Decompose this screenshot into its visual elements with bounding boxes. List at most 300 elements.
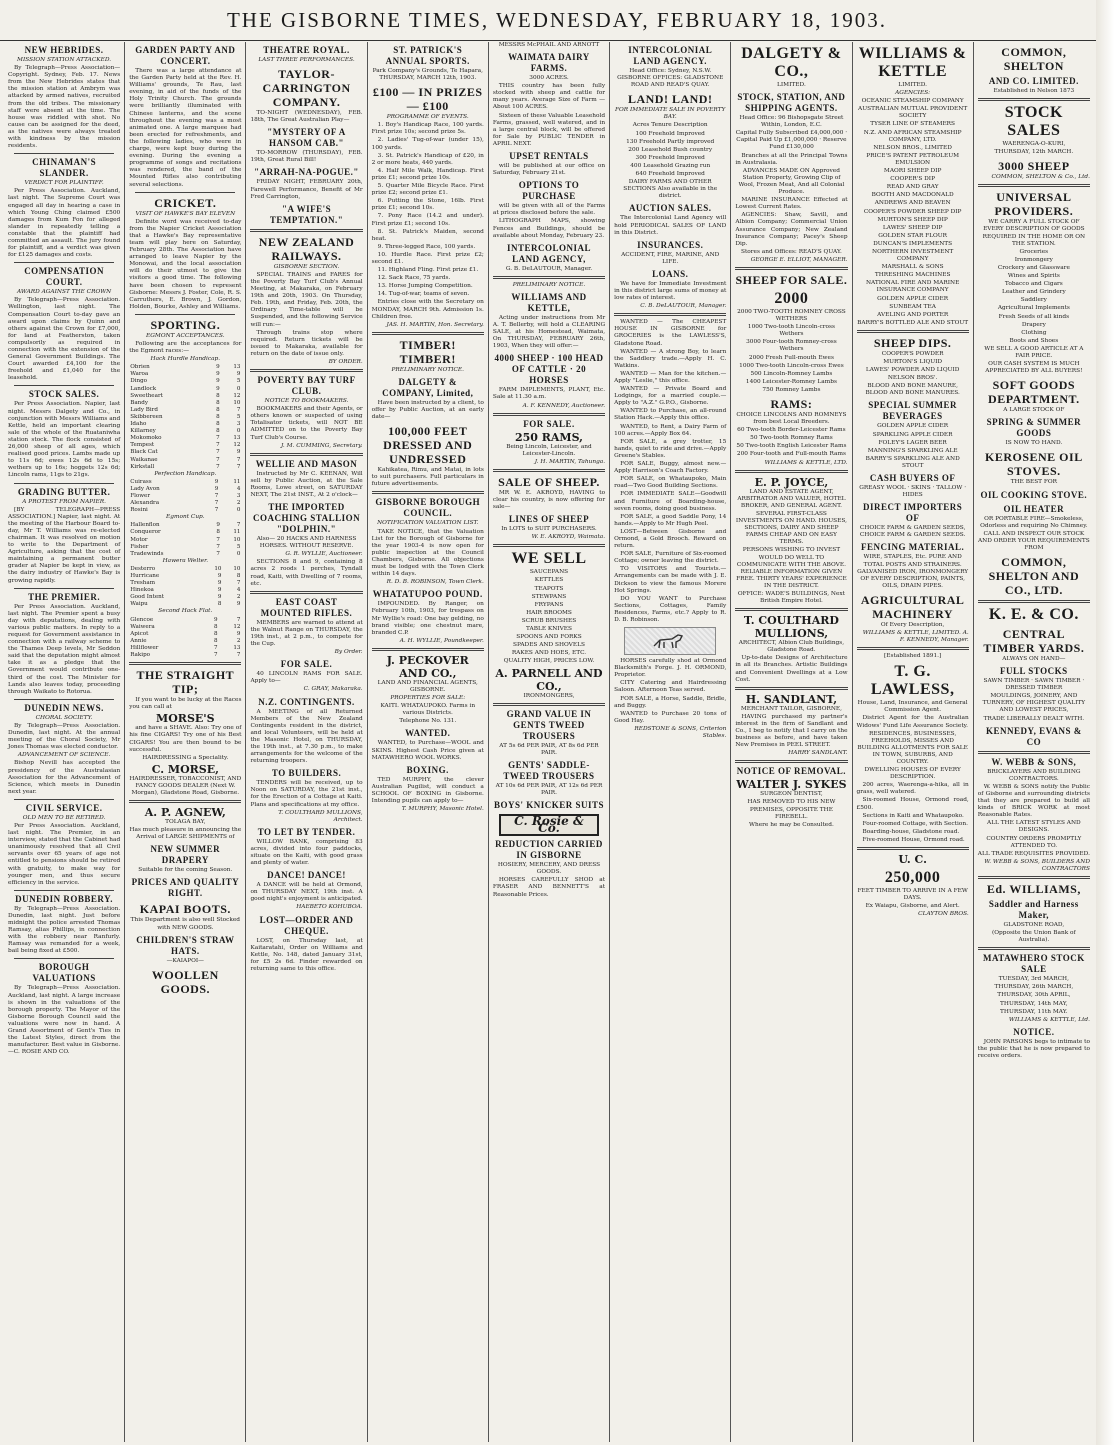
subhead-civil: OLD MEN TO BE RETIRED.: [22, 814, 106, 821]
we-sell-item: HAIR BROOMS: [526, 609, 572, 616]
we-sell-item: SAUCEPANS: [529, 569, 569, 576]
sports-text: Park Company's Grounds, Te Hapara, THURSDAY, MARCH 12th, 1903.: [372, 68, 483, 82]
headline-fencing: FENCING MATERIAL.: [860, 542, 965, 553]
divider: [135, 314, 235, 315]
webb-sign: W. WEBB & SONS, BUILDERS AND CONTRACTORS: [984, 858, 1090, 872]
divider: [250, 453, 362, 456]
soft-text: A LARGE STOCK OF: [1003, 407, 1065, 414]
sale-date: TUESDAY, 3rd MARCH,: [998, 976, 1069, 983]
headline-robbery: DUNEDIN ROBBERY.: [15, 893, 114, 904]
weight: 7: [214, 652, 218, 659]
weight: 4: [236, 485, 241, 492]
dalgety-text-2: MARINE INSURANCE Effected at Lowest Current Rates.: [735, 197, 848, 211]
agency-item: Acres Tenure Description: [632, 122, 708, 129]
beverage-item: BARRY'S SPARKLING ALE AND STOUT: [865, 455, 960, 469]
boxing-sign: T. MURPHY, Masonic Hotel.: [401, 806, 484, 813]
intercolonial-name: G. B. DeLAUTOUR, Manager.: [505, 265, 593, 272]
classified-notice: FOR SALE, Buggy, almost new.—Apply Harrison's Coach Factory.: [614, 461, 727, 475]
we-sell-list: [493, 569, 605, 657]
turf-text: BOOKMAKERS and their Agents, or others known or suspected of using Totalisator tickets, will NOT BE ADMITTED on to the Poverty Bay Turf Club's Course.: [250, 406, 363, 441]
weight: 9: [217, 587, 222, 594]
theatre-text-2: TO-MORROW (THURSDAY), FEB. 19th, Great Rural Bill!: [250, 150, 363, 164]
mcphail: MESSRS McPHAIL AND ARNOTT: [498, 42, 600, 48]
headline-rams: RAMS:: [770, 397, 813, 411]
weight: 8: [217, 601, 222, 608]
race-row: [129, 400, 241, 407]
agency-name: NATIONAL FIRE AND MARINE INSURANCE COMPANY: [865, 280, 960, 294]
williams-road: GLADSTONE ROAD,: [1003, 921, 1065, 928]
horse-name: Good Intent: [130, 594, 165, 601]
divider: [735, 760, 847, 763]
horse-name: Fisher: [130, 543, 149, 550]
weight: 9: [236, 630, 241, 637]
race-row: [129, 435, 241, 442]
hay-text: WANTED to Purchase 20 tons of Good Hay.: [614, 710, 727, 724]
headline-notice: NOTICE.: [1013, 1026, 1055, 1037]
weight: 8: [216, 529, 220, 536]
weight: 13: [233, 364, 241, 371]
rams-list: [735, 427, 847, 458]
purchase-text: DO YOU WANT to Purchase Sections, Cottages, Family Residences, Farms, etc.? Apply to R. D. B. Robinson.: [614, 595, 727, 623]
divider: [978, 947, 1090, 950]
waimata-options: OPTIONS TO PURCHASE: [518, 180, 580, 202]
weight: 12: [233, 623, 241, 630]
column-6: [610, 42, 731, 1442]
peckover-desc: LAND AND FINANCIAL AGENTS, GISBORNE.: [377, 679, 478, 693]
coulthard-desc: ARCHITECT, Albion Club Buildings, Gladstone Road.: [738, 640, 845, 654]
weight: 10: [214, 565, 222, 572]
sheep-text: MR W. E. AKROYD, HAVING to clear his country, is now offering for sale—: [492, 489, 606, 511]
auction-text: The Intercolonial Land Agency will hold PERIODICAL SALES OF LAND in this District.: [614, 215, 727, 236]
webb-country: COUNTRY ORDERS PROMPTLY ATTENDED TO.: [986, 835, 1082, 849]
parnell-name: A. PARNELL AND CO.,: [495, 666, 603, 693]
dalgety-title: DALGETY & CO.,: [741, 45, 842, 80]
weight: 13: [233, 644, 241, 651]
agnew-name: A. P. AGNEW,: [144, 806, 226, 820]
race-table-4: [129, 566, 241, 609]
divider: [493, 276, 605, 279]
dance-sign: HAEBETO KOHUBOA.: [296, 904, 363, 911]
headline-whatatu: WHATATUPOO POUND.: [372, 589, 483, 600]
event-item: 13. Horse Jumping Competition.: [377, 283, 473, 290]
weight: 13: [233, 435, 241, 442]
tip-text-2: and have a SHAVE. Also: Try one of his fine CIGARS! Try one of his Best CIGARS! You are then bound to be successful.: [129, 725, 242, 753]
hosiery-text: HOSIERY, MERCERY, AND DRESS GOODS.: [497, 862, 601, 876]
divider: [735, 608, 847, 611]
weight: 8: [236, 573, 241, 579]
waimata-text-4: will be given with all of the Farms at prices disclosed before the sale.: [492, 203, 606, 217]
divider: [14, 799, 114, 800]
event-item: 9. Three-legged Race, 100 yards.: [377, 243, 476, 250]
rosie-logo: C. Rosie & Co.: [499, 814, 599, 836]
horse-name: Alexandra: [130, 500, 160, 507]
race-row: [129, 522, 241, 529]
lost-text: LOST, on Thursday last, at Kaitaratahi, Order on Williams and Kettle, No. 148, dated January 31st, for £5 2s 6d. Finder rewarded on returning same to this office.: [250, 937, 363, 972]
headline-sports: ST. PATRICK'S ANNUAL SPORTS.: [385, 45, 470, 66]
dalgety-name: DALGETY & COMPANY, Limited,: [382, 376, 474, 398]
sale-date: THURSDAY, 30th APRIL,: [997, 992, 1071, 999]
we-sell-item: RAKES AND HOES, ETC.: [511, 650, 587, 657]
classified-notice: TO VISITORS and Tourists.—Arrangements can be made with J. E. Dickson to view the famous Morere Hot Springs.: [614, 566, 727, 594]
divider: [135, 192, 235, 193]
for-sale-text: 40 LINCOLN RAMS FOR SALE. Apply to—: [250, 671, 363, 685]
headline-wellie: WELLIE AND MASON: [255, 458, 358, 469]
webb-desc: BRICKLAYERS AND BUILDING CONTRACTORS.: [987, 768, 1081, 782]
rams-desc: CHOICE LINCOLNS AND ROMNEYS from best Local Breeders.: [736, 412, 847, 426]
tender-text: WILLOW BANK, comprising 83 acres, divided into four paddocks, situate on the Kaiti, with good grass and plenty of water.: [250, 838, 363, 867]
weight: 8: [216, 428, 220, 435]
kero-cooking: OIL COOKING STOVE.: [980, 489, 1088, 500]
weight: 9: [216, 371, 220, 378]
morse-desc: HAIRDRESSER, TOBACCONIST, AND FANCY GOODS DEALER (Next W. Morgan), Gladstone Road, Gisborne.: [129, 775, 242, 796]
article-butter: [BY TELEGRAPH—PRESS ASSOCIATION.] Napier, last night. At the meeting of the Harbour Board to-day, Mr T. Williams was re-elected chairman. It was resolved on motion to write to the Department of Agriculture, asking that the cost of maintaining a permanent butter grader at Napier be kept in view, as the dairy industry of Hawke's Bay is growing rapidly.: [8, 506, 121, 584]
race-row: [129, 507, 241, 514]
weight: 8: [214, 630, 218, 637]
agency-name: SUNBEAM TEA: [889, 303, 936, 310]
horse-name: Hallenflon: [130, 522, 160, 529]
divider: [735, 470, 847, 473]
sykes-desc: SURGEON DENTIST,: [760, 791, 823, 798]
race-row: [129, 479, 241, 486]
divider: [14, 699, 114, 700]
agency-name: MAORI SHEEP DIP: [883, 168, 942, 175]
weight: 9: [236, 371, 241, 378]
weight: 9: [217, 573, 222, 579]
agencies-list: [857, 98, 969, 327]
headline-cash-buyers: CASH BUYERS OF: [869, 473, 956, 484]
event-item: 7. Pony Race (14.2 and under). First prize £1; second 10s.: [371, 213, 484, 227]
subhead-theatre: LAST THREE PERFORMANCES.: [258, 57, 355, 63]
subhead-prelim: PRELIMINARY NOTICE.: [512, 281, 586, 288]
agency-item: 100 Freehold Improved: [635, 130, 705, 137]
lawless-est: [Established 1891.]: [884, 653, 942, 660]
race-row: [129, 631, 241, 638]
headline-tip: THE STRAIGHT TIP;: [136, 668, 235, 697]
sheep-item: 1000 Two-tooth Lincoln-cross Ewes: [739, 362, 844, 369]
sheep-lines: LINES OF SHEEP: [508, 514, 590, 525]
agency-list: [614, 122, 726, 178]
contingents-text: A MEETING of all Returned Members of the New Zealand Contingents resident in the district, and local Volunteers, will be held at the Masonic Hotel, on THURSDAY, the 19th inst., at 7.30 p.m., to make arrangements for the welcome of the returning troopers.: [250, 708, 363, 765]
headline-builders: TO BUILDERS.: [271, 768, 342, 779]
agnew-store: —KAIAPOI—: [166, 957, 204, 964]
rams-count: 2000: [774, 289, 809, 307]
horse-name: Killarney: [130, 428, 156, 435]
dalgety-manager: GEORGE E. ELLIOT, MANAGER.: [750, 256, 848, 263]
ram-item: 50 Two-tooth English Leicester Rams: [736, 443, 847, 450]
headline-sporting: SPORTING.: [150, 317, 221, 332]
goods-item: Ironmongery: [1014, 256, 1053, 263]
uc-figure: 250,000: [884, 869, 941, 887]
race-table-1: [129, 364, 241, 470]
oil-text-2: CALL AND INSPECT OUR STOCK AND ORDER YOUR REQUIREMENTS FROM: [977, 530, 1090, 551]
agency-name: MURTON'S SHEEP DIP: [877, 216, 948, 223]
ke-name: K. E. & CO.: [988, 606, 1079, 623]
column-3: [246, 42, 367, 1442]
soft-spring: SPRING & SUMMER GOODS: [986, 417, 1082, 439]
race-row: [129, 414, 241, 421]
ke-sign: KENNEDY, EVANS & CO: [985, 725, 1082, 747]
headline-borough: BOROUGH VALUATIONS: [32, 962, 96, 984]
weight: 7: [236, 463, 241, 470]
agnew-desc: Has much pleasure in announcing the Arrival of LARGE SHIPMENTS of: [129, 827, 242, 841]
weight: 7: [216, 536, 220, 543]
peckover-sub: PROPERTIES FOR SALE:: [390, 695, 466, 702]
classified-notice: FOR IMMEDIATE SALE—Goodwill and Furniture of Boarding-house, seven rooms, doing good business.: [614, 491, 727, 512]
subhead-railways: GISBORNE SECTION.: [273, 263, 340, 270]
agency-name: N.Z. AND AFRICAN STEAMSHIP COMPANY, LTD.: [863, 129, 962, 143]
goods-item: Crockery and Glassware: [997, 264, 1070, 271]
headline-lost: LOST—ORDER AND CHEQUE.: [259, 914, 354, 936]
ram-item: 60 Two-tooth Border-Leicester Rams: [737, 427, 846, 434]
williams-name: Ed. WILLIAMS,: [986, 881, 1081, 896]
joyce-text-2: PERSONS WISHING TO INVEST WOULD DO WELL TO COMMUNICATE WITH THE ABOVE. RELIABLE INFORMATION GIVEN FREE. THIRTY YEARS' EXPERIENCE IN THE DISTRICT.: [736, 547, 847, 589]
wk-sign: A. F. KENNEDY, Auctioneer.: [522, 402, 606, 409]
notices-list: [614, 349, 726, 595]
event-item: 14. Tug-of-war, teams of seven.: [377, 291, 470, 298]
weight: 2: [236, 594, 241, 601]
sheep-item: 3000 Four-tooth Romney-cross Wethers: [746, 339, 837, 353]
cs-estab: Established in Nelson 1873: [993, 88, 1075, 94]
tip-hair: HAIRDRESSING a Speciality.: [142, 754, 229, 761]
headline-sale: FOR SALE.: [523, 418, 575, 429]
classified-notice: FOR SALE, a grey trotter, 15 hands, quiet to ride and drive.—Apply Greene's Stables.: [614, 438, 727, 459]
agency-item: 200 Leasehold Bush country: [628, 146, 713, 153]
sheep-item: 1000 Two-tooth Lincoln-cross Wethers: [747, 324, 835, 338]
horse-name: Tradewinds: [130, 550, 164, 557]
dalgety-text: Branches at all the Principal Towns in Australasia.: [735, 152, 848, 166]
headline-reduction: REDUCTION CARRIED IN GISBORNE: [495, 839, 603, 861]
classified-notice: FOR SALE, Furniture of Six-roomed Cottage; owner leaving the district.: [614, 551, 727, 565]
headline-gisborne: GISBORNE BOROUGH COUNCIL.: [375, 497, 481, 519]
weight: 11: [233, 478, 241, 485]
cs-name: COMMON, SHELTON AND CO., LTD.: [988, 555, 1080, 597]
redstone-sign: REDSTONE & SONS, Criterion Stables.: [634, 725, 727, 740]
cash-text: OUR CASH SYSTEM IS MUCH APPRECIATED BY ALL BUYERS!: [985, 361, 1083, 375]
dance-text: A DANCE will be held at Ormond, on THURSDAY NEXT, 19th inst. A good night's enjoyment is anticipated.: [250, 882, 363, 903]
horse-name: Waikanae: [130, 456, 158, 463]
ram-item: 50 Two-tooth Romney Rams: [750, 435, 833, 442]
sale-sign: J. H. MARTIN, Tahunga.: [534, 458, 606, 465]
subhead-dunedin: CHORAL SOCIETY.: [35, 714, 93, 721]
headline-dunedin: DUNEDIN NEWS.: [24, 702, 104, 713]
page-edge: [1096, 0, 1114, 1445]
we-sell-item: SCRUB BRUSHES: [521, 617, 577, 624]
matawhero-sign: WILLIAMS & KETTLE, Ltd.: [1008, 1016, 1090, 1023]
sale-text: Being Lincoln, Leicester, and Leicester-Lincoln.: [506, 443, 592, 457]
agnew-straw: CHILDREN'S STRAW HATS.: [136, 934, 235, 956]
race-row: [129, 421, 241, 428]
goods-item: Agricultural Implements: [997, 305, 1070, 312]
divider: [14, 958, 114, 959]
entries-text: Entries close with the Secretary on MONDAY, MARCH 9th. Admission 1s. Children free.: [371, 299, 484, 320]
litho-text: LITHOGRAPH MAPS, showing Fences and Buildings, should be available about Monday, February 23.: [492, 218, 606, 239]
horse-name: Tresham: [130, 580, 156, 587]
subhead-agency: FOR IMMEDIATE SALE IN POVERTY BAY.: [615, 107, 726, 121]
horse-name: Apicot: [130, 630, 149, 637]
we-sell-quality: QUALITY HIGH, PRICES LOW.: [503, 658, 595, 665]
event-item: 5. Quarter Mile Bicycle Race. First prize £2; second prize £1.: [371, 183, 484, 197]
event-item: 12. Sack Race, 75 yards.: [377, 275, 451, 282]
headline-waimata: WAIMATA DAIRY FARMS.: [508, 52, 590, 74]
wellie-text: Instructed by Mr C. KEENAN, Will sell by Public Auction, at the Sale Rooms, Lowe street, on SATURDAY NEXT, The 21st INST., At 2 o'clock—: [250, 470, 363, 498]
divider: [857, 847, 969, 850]
agency-text: Head Office: Sydney, N.S.W. GISBORNE OFFICES: GLADSTONE ROAD AND READ'S QUAY.: [617, 68, 724, 89]
classified-notice: FOR SALE, a good Saddle Pony, 14 hands.—Apply to Mr Hugh Peel.: [614, 513, 727, 527]
we-sell-item: SPADES AND SHOVELS: [513, 642, 585, 649]
lawless-text-3: DWELLING HOUSES OF EVERY DESCRIPTION.: [864, 767, 961, 781]
headline-agri: AGRICULTURAL MACHINERY: [860, 592, 965, 621]
race-table-5: [129, 617, 241, 660]
whatatu-text: IMPOUNDED. By Ranger, on February 10th, 1903, for trespass on Mr Wyllie's road: One bay gelding, no brand visible; one chestnut mare, branded C.P.: [371, 601, 484, 636]
race-title: Perfection Handicap.: [154, 470, 217, 477]
headline-hebrides: NEW HEBRIDES.: [24, 45, 104, 55]
sports-prize: £100 — IN PRIZES — £100: [372, 85, 483, 114]
divider: [857, 330, 969, 333]
headline-auction: AUCTION SALES.: [628, 203, 712, 214]
dip-item: MURTON'S LIQUID: [883, 359, 943, 365]
play-1: "MYSTERY OF A HANSOM CAB.": [267, 127, 346, 149]
timber-amount: 100,000 FEET DRESSED AND UNDRESSED: [383, 424, 473, 467]
agency-name: COOPER'S POWDER SHEEP DIP: [863, 208, 962, 215]
tip-name: MORSE'S: [156, 712, 215, 726]
classified-notice: WANTED — A strong Boy, to learn the Saddlery trade.—Apply H. C. Watkins.: [614, 348, 727, 369]
goods-item: Boots and Shoes: [1009, 337, 1059, 344]
goods-item: Clothing: [1021, 329, 1047, 336]
ormond-text: HORSES carefully shod at Ormond Blacksmith's Forge. J. H. ORMOND, Proprietor.: [614, 658, 727, 679]
goods-item: Groceries: [1019, 248, 1049, 255]
horse-name: Flower: [130, 492, 151, 499]
article-garden: There was a large attendance at the Garden Party held at the Rev. H. Williams' grounds, Te Rau, last evening, in aid of the funds of the Holy Trinity Church. The grounds were brilliantly illuminated with Chinese lanterns, and the scene throughout the evening was a most animated one. A large marquee had been erected for refreshments, and the following ladies, who were in charge, were kept busy during the evening. During the evening a programme of songs and recitations was rendered, the band of the Mounted Rifles also contributing several selections.: [129, 68, 242, 188]
joyce-office: OFFICE: WADE'S BUILDINGS, Next British Empire Hotel.: [737, 590, 845, 605]
divider: [493, 544, 605, 547]
beverages-list: [857, 423, 969, 470]
headline-soft: SOFT GOODS DEPARTMENT.: [988, 378, 1080, 407]
divider: [14, 588, 114, 589]
race-table-3: [129, 522, 241, 557]
subhead-program: PROGRAMME OF EVENTS.: [386, 114, 469, 121]
weight: 8: [216, 392, 220, 399]
agency-name: ANDREWS AND BEAVEN: [874, 200, 951, 207]
divider: [857, 647, 969, 650]
subhead-advance: ADVANCEMENT OF SCIENCE.: [17, 752, 111, 759]
beverage-item: FOLEY'S LAGER BEER: [878, 439, 947, 446]
horse-name: Conqueror: [130, 529, 161, 536]
agency-name: BARRY'S BOTTLED ALE AND STOUT: [857, 319, 969, 326]
ke-always: ALWAYS ON HAND—: [1002, 656, 1066, 662]
cash-buyers-list: GREASY WOOL · SKINS · TALLOW · HIDES: [859, 485, 967, 499]
weight: 2: [236, 637, 241, 644]
weight: 7: [216, 463, 220, 470]
insurances-text: ACCIDENT, FIRE, MARINE, AND LIFE.: [621, 251, 720, 265]
headline-dips: SHEEP DIPS.: [873, 335, 952, 350]
coulthard-text: Up-to-date Designs of Architecture in all its Branches. Artistic Buildings and Convenient Dwellings at a Low Cost.: [735, 655, 848, 683]
agency-name: MARSHALL & SONS: [881, 264, 944, 271]
waimata-text: THIS country has been fully stocked with sheep and cattle for many years. Average Size of Farm — About 100 ACRES.: [492, 83, 606, 111]
headline-agency: INTERCOLONIAL LAND AGENCY.: [628, 45, 713, 66]
race-row: [129, 617, 241, 624]
sandlant-text: HAVING purchased my partner's interest in the firm of Sandlant and Co., I beg to notify that I carry on the business as before, and have taken New Premises in PEEL STREET.: [735, 713, 848, 749]
divider: [14, 890, 114, 891]
play-2: "ARRAH-NA-POGUE.": [254, 167, 359, 178]
weight: 7: [236, 456, 241, 463]
article-hebrides: By Telegraph—Press Association—Copyright. Sydney, Feb. 17. News from the New Hebrides states that the mission station at Ambrym was attacked by armed natives, recruited from the old tribes. The missionary staff were absent at the time. The house was riddled with shot. No cause can be assigned for the deed, as the natives were always treated with kindness by the mission residents.: [8, 65, 121, 150]
universal-text: WE CARRY A FULL STOCK OF EVERY DESCRIPTION OF GOODS REQUIRED IN THE HOME OR ON THE STATION.: [982, 219, 1086, 247]
weight: 9: [214, 485, 219, 492]
classified-notice: WANTED — Man for the kitchen.—Apply "Leslie," this office.: [614, 370, 727, 384]
column-8: [853, 42, 974, 1442]
article-civil: Per Press Association. Auckland, last night. The Premier, in an interview, stated that the Cabinet had unanimously resolved that all Civil servants over 65 years of age not entitled to pensions should be retired with gratuity, to make way for younger men, and thus secure efficiency in the service.: [8, 822, 121, 886]
subhead-chinaman: VERDICT FOR PLAINTIFF.: [24, 180, 104, 187]
race-table-2: [129, 479, 241, 514]
headline-boxing: BOXING.: [406, 764, 449, 775]
beverage-item: GOLDEN APPLE CIDER: [877, 423, 949, 430]
wk-text-2: FARM IMPLEMENTS, PLANT, Etc. Sale at 11.30 a.m.: [492, 387, 606, 401]
joyce-desc: LAND AND ESTATE AGENT, ARBITRATOR AND VALUER, HOTEL BROKER, AND GENERAL AGENT.: [737, 488, 846, 509]
headline-direct: DIRECT IMPORTERS OF: [862, 502, 963, 524]
divider: [14, 483, 114, 484]
railways-sign: BY ORDER.: [328, 358, 363, 365]
agency-name: LAWES' SHEEP DIP: [882, 224, 943, 231]
horse-name: Lady Bird: [130, 406, 158, 413]
soft-text-2: IS NOW TO HAND.: [1005, 440, 1063, 447]
headline-cricket: CRICKET.: [154, 195, 217, 210]
weight: 9: [216, 522, 220, 529]
headline-compensation: COMPENSATION COURT.: [24, 266, 105, 288]
weight: 7: [216, 543, 220, 550]
weight: 12: [233, 392, 241, 399]
headline-contingents: N.Z. CONTINGENTS.: [258, 696, 355, 707]
notice-text: JOHN PARSONS begs to intimate to the public that he is now prepared to receive orders.: [977, 1038, 1090, 1059]
turf-sign: J. M. CUMMING, Secretary.: [281, 442, 363, 449]
events-list: [372, 122, 484, 298]
headline-premier: THE PREMIER.: [28, 591, 101, 602]
race-title: Hawera Welter.: [162, 557, 209, 564]
ram-item: 200 Four-tooth and Full-mouth Rams: [736, 451, 846, 458]
agency-name: BOOTH AND MACDONALD: [871, 192, 954, 199]
sheep-text-2: In LOTS to SUIT PURCHASERS.: [501, 526, 597, 533]
agency-name: TYSER LINE OF STEAMERS: [870, 121, 956, 128]
weight: 5: [236, 378, 241, 385]
horse-name: Skibbereen: [130, 413, 163, 420]
article-robbery: By Telegraph—Press Association. Dunedin, last night. Just before midnight the police arrested Thomas Ramsay, alias Phillips, in connection with the robbery near Ranfurly. Ramsay was remanded for a week, bail being fixed at £500.: [8, 905, 121, 955]
race-row: [129, 645, 241, 652]
peckover-text: KAITI. WHATAUPOKO. Farms in various Districts.: [380, 703, 476, 717]
stock-agent: COMMON, SHELTON & Co., Ltd.: [991, 174, 1090, 181]
agency-item: 640 Freehold Improved: [635, 171, 705, 178]
property-item: Boarding-house, Gladstone road.: [862, 828, 960, 835]
agnew-prices: PRICES AND QUALITY RIGHT.: [131, 877, 240, 899]
matawhero-dates: [978, 976, 1090, 1015]
sale-date: THURSDAY, 26th MARCH,: [994, 984, 1074, 991]
weight: 5: [236, 413, 241, 420]
race-row: [129, 378, 241, 385]
horse-name: Tempest: [130, 442, 155, 449]
boxing-text: TED MURPHY, the clever Australian Pugilist, will conduct a SCHOOL OF BOXING in Gisborne. Intending pupils can apply to—: [371, 776, 484, 804]
headline-chinaman: CHINAMAN'S SLANDER.: [32, 157, 97, 179]
classified-notice: FOR SALE, on Whataupoko, Main road—Two Good Building Sections.: [614, 476, 727, 490]
divider: [978, 751, 1090, 754]
horse-buggy-text: FOR SALE, a Horse, Saddle, Bridle, and Buggy.: [614, 695, 727, 709]
horse-name: Waiwera: [130, 623, 155, 630]
article-dunedin: By Telegraph—Press Association. Dunedin, last night. At the annual meeting of the Choral Society, Mr Jones Thomas was elected conductor.: [8, 722, 121, 751]
ke-timber: SAWN TIMBER · SAWN TIMBER · DRESSED TIMBER: [983, 678, 1085, 692]
headline-timber: TIMBER! TIMBER!: [399, 337, 456, 366]
weight: 7: [214, 644, 218, 651]
weight: 7: [216, 435, 220, 442]
column-5: [489, 42, 610, 1442]
article-compensation: By Telegraph—Press Association. Wellington, last night. The Compensation Court to-day gave an award upon claims by Quinn and others against the Crown for £7,000, for land at Featherston, taken compulsorily as required in connection with the extension of the General Government Buildings. The Court awarded £4,100 for the freehold and £1,040 for the leasehold.: [8, 297, 121, 382]
weight: 4: [236, 587, 241, 594]
